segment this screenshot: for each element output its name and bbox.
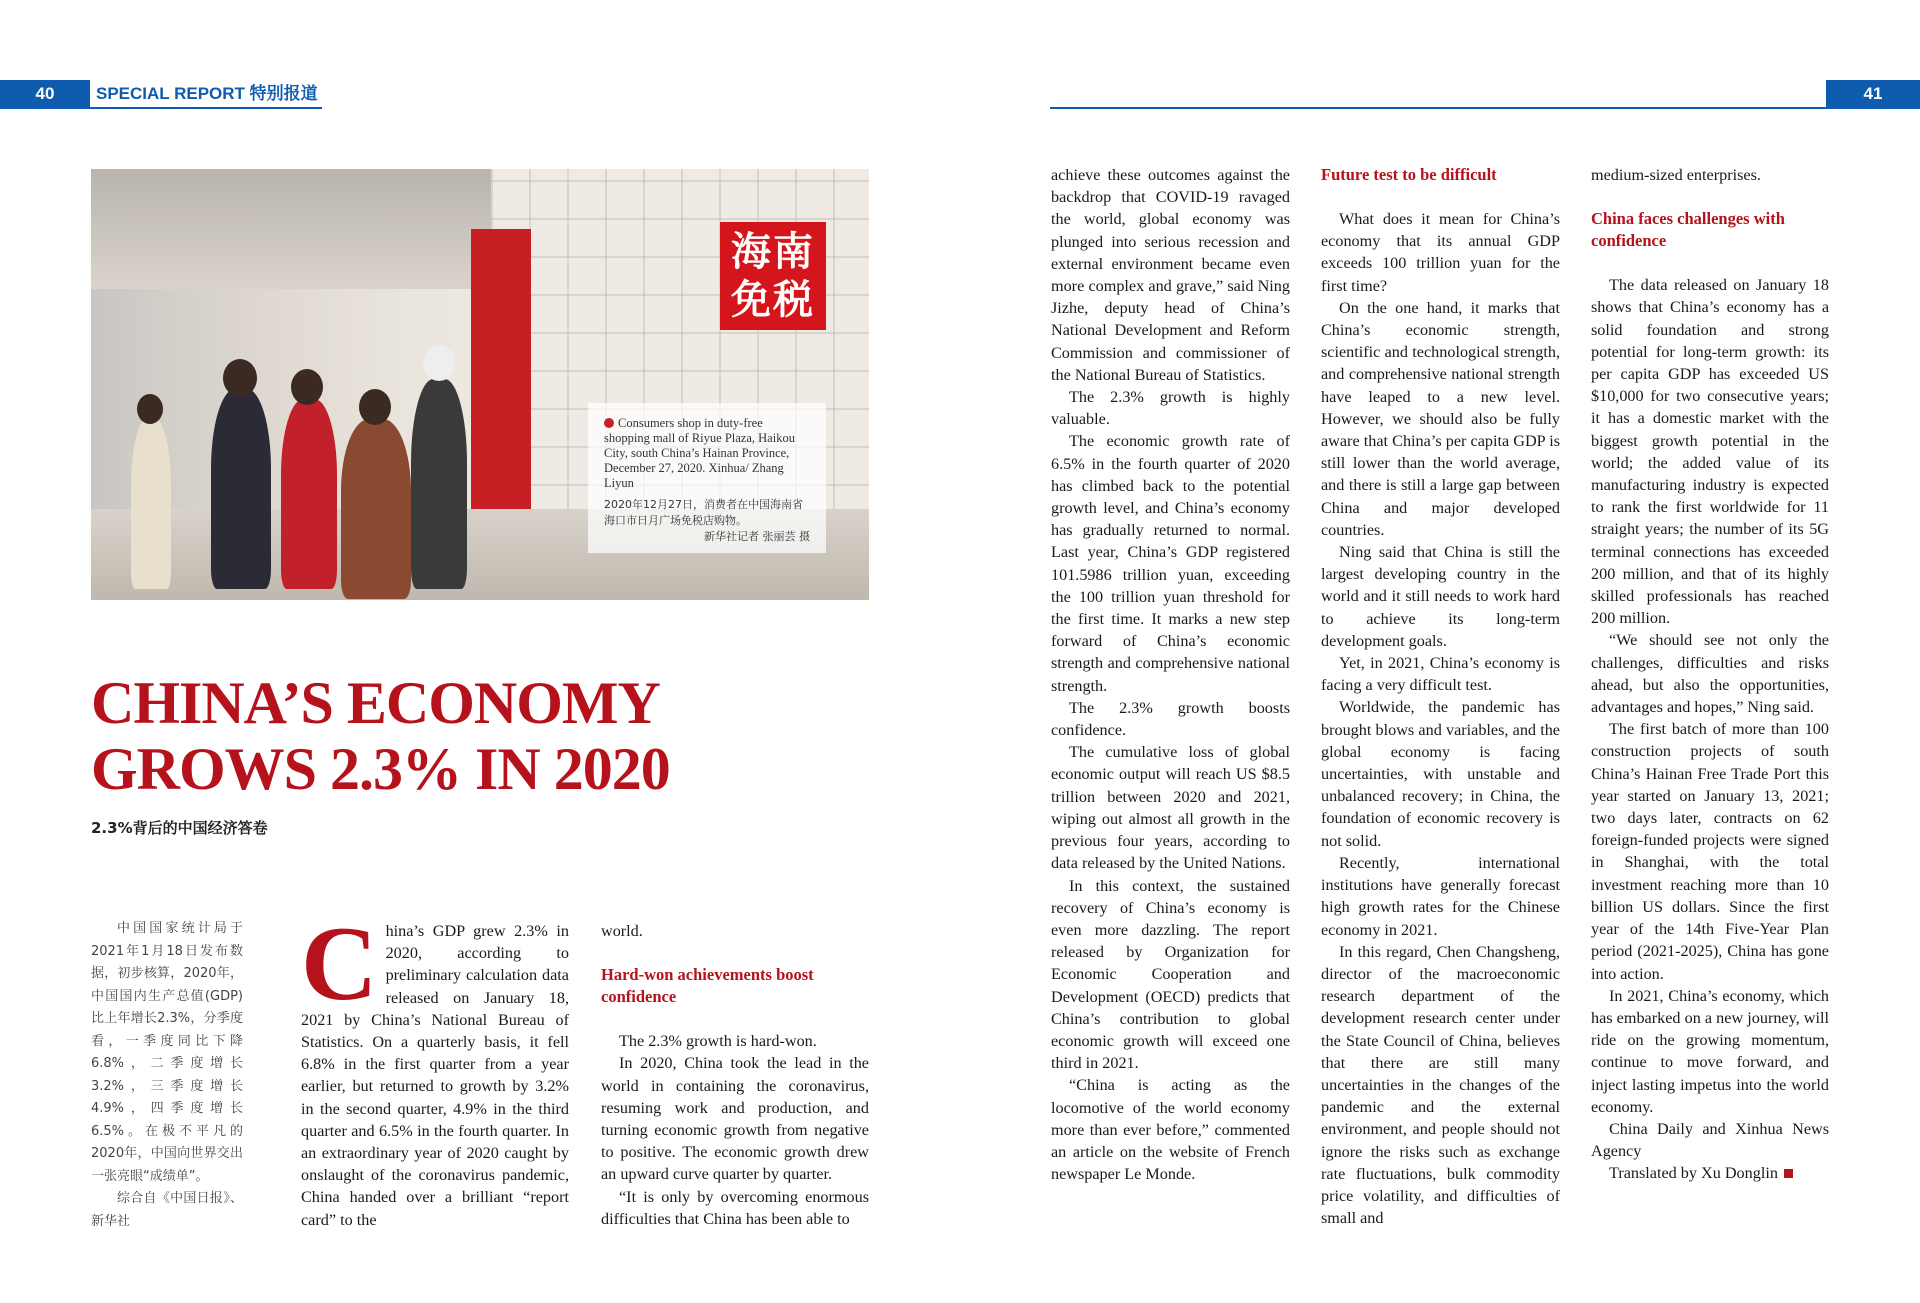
article-column-5: [1591, 164, 1829, 1185]
shopper-figure: [341, 419, 411, 599]
body-paragraph: The 2.3% growth boosts confidence.: [1051, 698, 1290, 740]
end-mark-icon: [1784, 1169, 1793, 1178]
body-paragraph: Recently, international institutions have generally forecast high growth rates for the Chinese economy in 2021.: [1321, 853, 1560, 939]
body-paragraph: Ning said that China is still the largest developing country in the world and it still needs to work hard to achieve its long-term development goals.: [1321, 543, 1560, 650]
body-paragraph: Yet, in 2021, China’s economy is facing a very difficult test.: [1321, 654, 1560, 695]
shopper-head: [223, 359, 257, 397]
body-paragraph: The economic growth rate of 6.5% in the fourth quarter of 2020 has climbed back to the potential growth level, and China’s economy has gradually returned to normal. Last year, China’s GDP registered 101.5986 trillion yuan, exceeding the 100 trillion yuan threshold for the first time. It marks a new step forward of China’s economic strength and comprehensive national strength.: [1051, 432, 1290, 695]
shopper-head: [291, 369, 323, 405]
section-label: SPECIAL REPORT 特别报道: [96, 84, 318, 103]
body-paragraph: hina’s GDP grew 2.3% in 2020, according to preliminary calculation data released on January 18, 2021 by China’s National Bureau of Statistics. On a quarterly basis, it fell 6.8% in the first quarter from a year earlier, but returned to growth by 3.2% in the second quarter, 4.9% in the third quarter and 6.5% in the fourth quarter. In an extraordinary year of 2020 caught by onslaught of the coronavirus pandemic, China handed over a brilliant “report card” to the: [301, 922, 569, 1229]
chinese-summary-text: 中国国家统计局于2021年1月18日发布数据，初步核算，2020年，中国国内生产总值(GDP)比上年增长2.3%，分季度看，一季度同比下降6.8%，二季度增长3.2%，三季度增长4.9%，四季度增长6.5%。在极不平凡的2020年，中国向世界交出一张亮眼“成绩单”。: [91, 921, 243, 1184]
translator-credit-text: Translated by Xu Donglin: [1609, 1164, 1778, 1183]
caption-chinese: 2020年12月27日，消费者在中国海南省海口市日月广场免税店购物。: [604, 498, 803, 527]
article-column-1: [301, 905, 569, 1231]
shopper-figure: [211, 389, 271, 589]
header-rule: [0, 107, 322, 109]
body-paragraph: The cumulative loss of global economic output will reach US $8.5 trillion between 2020 and 2021, wiping out almost all growth in the previous four years, according to data released by the United Nations.: [1051, 743, 1290, 873]
body-paragraph: medium-sized enterprises.: [1591, 166, 1761, 184]
headline-line-1: CHINA’S ECONOMY: [91, 670, 660, 736]
shopper-figure: [131, 419, 171, 589]
body-paragraph: In 2020, China took the lead in the world in containing the coronavirus, resuming work and production, and turning economic growth from negative to positive. The economic growth drew an upward curve quarter by quarter.: [601, 1054, 869, 1184]
caption-english: Consumers shop in duty-free shopping mall of Riyue Plaza, Haikou City, south China’s Hainan Province, December 27, 2020. Xinhua/ Zhang Liyun: [604, 416, 795, 490]
chinese-summary: [91, 918, 243, 1233]
body-paragraph: The data released on January 18 shows that China’s economy has a solid foundation and strong potential for long-term growth: its per capita GDP has exceeded US $10,000 for two consecutive years; it has a domestic market with the biggest growth potential in the world; the added value of its manufacturing industry is expected to rank the first worldwide for 11 straight years; the number of its 5G terminal connections has exceeded 200 million, and that of its highly skilled professionals has reached 200 million.: [1591, 276, 1829, 628]
caption-bullet-icon: [604, 418, 614, 428]
headline-line-2: GROWS 2.3% IN 2020: [91, 736, 670, 802]
section-heading-hard-won: Hard-won achievements boost confidence: [601, 965, 814, 1007]
right-header-rule: [1050, 107, 1920, 109]
body-paragraph: The 2.3% growth is hard-won.: [619, 1032, 817, 1051]
article-column-4: [1321, 164, 1560, 1229]
body-paragraph: In this regard, Chen Changsheng, director of the macroeconomic research department of the development research center under the State Council of China, believes that there are still many uncertainties in the changes of the pandemic and the external environment, and people should not ignore the risks such as exchange rate fluctuations, bulk commodity price volatility, and difficulties of small and: [1321, 942, 1560, 1228]
body-paragraph: What does it mean for China’s economy that its annual GDP exceeds 100 trillion yuan for the first time?: [1321, 210, 1560, 295]
body-paragraph: In this context, the sustained recovery of China’s economy is even more dazzling. The report released by Organization for Economic Cooperation and Development (OECD) predicts that China’s contribution to global economic growth will exceed one third in 2021.: [1051, 876, 1290, 1073]
shopper-figure: [411, 379, 467, 589]
shopper-head: [359, 389, 391, 425]
left-page-header: [0, 80, 322, 107]
left-page-number: 40: [0, 80, 90, 107]
source-credit: China Daily and Xinhua News Agency: [1591, 1119, 1829, 1161]
article-column-3: [1051, 164, 1290, 1185]
section-heading-challenges: China faces challenges with confidence: [1591, 209, 1785, 251]
article-column-2: [601, 920, 869, 1230]
body-paragraph: “We should see not only the challenges, difficulties and risks ahead, but also the opportunities, advantages and hopes,” Ning said.: [1591, 631, 1829, 717]
body-paragraph: The 2.3% growth is highly valuable.: [1051, 388, 1290, 429]
translator-credit: [1591, 1162, 1829, 1184]
chinese-summary-source: 综合自《中国日报》、新华社: [91, 1191, 243, 1229]
shopper-figure: [281, 399, 337, 589]
shopper-head: [423, 345, 455, 381]
caption-credit: 新华社记者 张丽芸 摄: [704, 530, 810, 543]
article-headline: [91, 670, 791, 802]
body-paragraph: On the one hand, it marks that China’s economic strength, scientific and technological strength, and comprehensive national strength have leaped to a new level. However, we should also be fully aware that China’s per capita GDP is still lower than the world average, and there is still a large gap between China and major developed countries.: [1321, 298, 1560, 539]
body-paragraph: In 2021, China’s economy, which has embarked on a new journey, will ride on the growing momentum, continue to move forward, and inject lasting impetus into the world economy.: [1591, 986, 1829, 1116]
body-paragraph: The first batch of more than 100 construction projects of south China’s Hainan Free Trade Port this year started on January 13, 2021; two days later, contracts on 62 foreign-funded projects were signed in Shanghai, with the total investment reaching more than 10 billion US dollars. Since the first year of the 14th Five-Year Plan period (2021-2025), China has gone into action.: [1591, 720, 1829, 983]
shopper-head: [137, 394, 163, 424]
right-page-number: 41: [1826, 80, 1920, 107]
body-paragraph: “China is acting as the locomotive of the world economy more than ever before,” commented an article on the website of French newspaper Le Monde.: [1051, 1076, 1290, 1184]
photo-caption: [588, 403, 826, 553]
body-paragraph: world.: [601, 922, 643, 940]
body-paragraph: Worldwide, the pandemic has brought blows and variables, and the global economy is facing uncertainties, with unstable and unbalanced recovery; in China, the foundation of economic recovery is not solid.: [1321, 698, 1560, 850]
body-paragraph: achieve these outcomes against the backdrop that COVID-19 ravaged the world, global economy was plunged into serious recession and external environment became even more complex and grave,” said Ning Jizhe, deputy head of China’s National Development and Reform Commission and commissioner of the National Bureau of Statistics.: [1051, 166, 1290, 384]
photo-ceiling: [91, 169, 491, 289]
section-heading-future: Future test to be difficult: [1321, 165, 1497, 184]
drop-cap: C: [301, 905, 378, 1022]
body-paragraph: “It is only by overcoming enormous difficulties that China has been able to: [601, 1187, 869, 1228]
duty-free-sign: 海南免税: [720, 222, 826, 330]
article-subtitle: 2.3%背后的中国经济答卷: [91, 819, 268, 837]
